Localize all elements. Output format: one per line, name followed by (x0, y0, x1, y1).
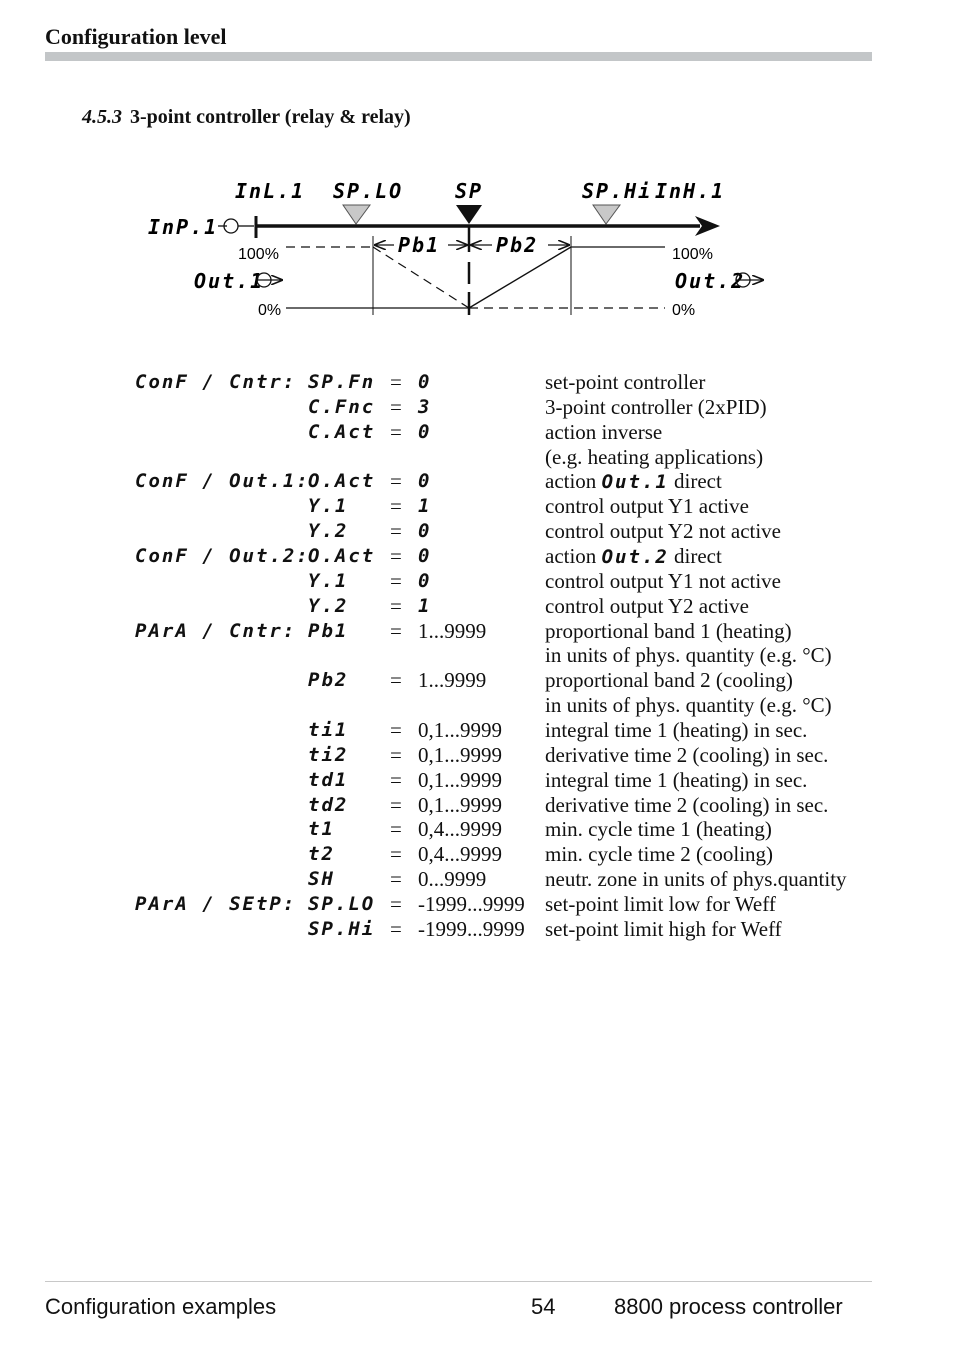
row-value: 1 (418, 595, 432, 617)
row-equals: = (390, 768, 402, 792)
row-equals: = (390, 743, 402, 767)
row-param: SP.Fn (308, 371, 376, 393)
row-description: min. cycle time 2 (cooling) (545, 842, 774, 866)
row-description: (e.g. heating applications) (545, 445, 764, 469)
row-description (545, 469, 722, 495)
row-value: 0,4...9999 (418, 817, 502, 841)
row-param: Y.2 (308, 520, 349, 542)
row-description: proportional band 1 (heating) (545, 619, 792, 643)
row-param: Y.2 (308, 595, 349, 617)
section-number: 4.5.3 (82, 106, 122, 128)
row-param: O.Act (308, 470, 376, 492)
row-param: Pb2 (308, 669, 349, 691)
row-param: Y.1 (308, 495, 349, 517)
row-param: SH (308, 868, 335, 890)
row-value: 0 (418, 520, 432, 542)
page-header-title: Configuration level (45, 24, 227, 49)
row-description-code: Out.1 (601, 471, 669, 493)
inh1-label: InH.1 (655, 179, 726, 203)
row-equals: = (390, 817, 402, 841)
row-param: td1 (308, 769, 349, 791)
row-description: set-point controller (545, 370, 706, 394)
row-path: ConF / Out.1: (135, 470, 310, 492)
row-description: control output Y1 not active (545, 569, 782, 593)
row-equals: = (390, 793, 402, 817)
row-equals: = (390, 619, 402, 643)
row-equals: = (390, 718, 402, 742)
row-description: in units of phys. quantity (e.g. °C) (545, 643, 832, 667)
footer-right: 8800 process controller (614, 1294, 843, 1319)
row-description: 3-point controller (2xPID) (545, 395, 767, 419)
row-equals: = (390, 370, 402, 394)
row-equals: = (390, 867, 402, 891)
row-param: td2 (308, 794, 349, 816)
row-equals: = (390, 494, 402, 518)
row-description: derivative time 2 (cooling) in sec. (545, 793, 829, 817)
row-param: O.Act (308, 545, 376, 567)
row-description-code: Out.2 (601, 546, 669, 568)
row-param: C.Fnc (308, 396, 376, 418)
sp-label: SP (455, 179, 484, 203)
row-path: ConF / Out.2: (135, 545, 310, 567)
row-description: set-point limit high for Weff (545, 917, 782, 941)
row-equals: = (390, 420, 402, 444)
row-param: t2 (308, 843, 335, 865)
row-value: 0,1...9999 (418, 743, 502, 767)
row-param: ti1 (308, 719, 349, 741)
footer-rule (45, 1281, 872, 1282)
row-equals: = (390, 519, 402, 543)
row-value: 1 (418, 495, 432, 517)
row-param: t1 (308, 818, 335, 840)
section-heading (82, 106, 411, 129)
row-param: SP.Hi (308, 918, 376, 940)
row-param: SP.LO (308, 893, 376, 915)
row-value: 1...9999 (418, 619, 487, 643)
row-equals: = (390, 469, 402, 493)
row-description (545, 544, 722, 570)
pb1-label: Pb1 (398, 233, 441, 257)
row-description-post: direct (674, 544, 722, 568)
row-equals: = (390, 917, 402, 941)
row-value: 0 (418, 570, 432, 592)
inp1-label: InP.1 (148, 215, 219, 239)
row-value: 0 (418, 421, 432, 443)
row-equals: = (390, 594, 402, 618)
row-description-pre: action (545, 544, 597, 568)
row-param: Pb1 (308, 620, 349, 642)
row-description-post: direct (674, 469, 722, 493)
row-param: C.Act (308, 421, 376, 443)
section-title: 3-point controller (relay & relay) (130, 106, 411, 128)
row-equals: = (390, 544, 402, 568)
row-value: 0,1...9999 (418, 793, 502, 817)
splo-marker-icon (343, 205, 370, 224)
footer-left: Configuration examples (45, 1294, 277, 1319)
out2-label: Out.2 (675, 269, 746, 293)
row-equals: = (390, 395, 402, 419)
row-description: control output Y1 active (545, 494, 749, 518)
out1-label: Out.1 (194, 269, 265, 293)
row-description: derivative time 2 (cooling) in sec. (545, 743, 829, 767)
row-param: Y.1 (308, 570, 349, 592)
inl1-label: InL.1 (235, 179, 306, 203)
pct100-right: 100% (672, 246, 713, 263)
header-bar (45, 52, 872, 61)
pct100-left: 100% (238, 246, 279, 263)
row-description: integral time 1 (heating) in sec. (545, 768, 808, 792)
row-value: 0 (418, 470, 432, 492)
row-value: 1...9999 (418, 668, 487, 692)
row-description-pre: action (545, 469, 597, 493)
row-description: neutr. zone in units of phys.quantity (545, 867, 847, 891)
row-description: control output Y2 active (545, 594, 749, 618)
pct0-left: 0% (258, 302, 282, 319)
row-value: 0...9999 (418, 867, 487, 891)
sp-marker-icon (456, 205, 482, 224)
pb2-label: Pb2 (496, 233, 539, 257)
row-value: -1999...9999 (418, 892, 525, 916)
row-value: 0,1...9999 (418, 768, 502, 792)
row-description: proportional band 2 (cooling) (545, 668, 793, 692)
row-value: 3 (418, 396, 432, 418)
row-description: in units of phys. quantity (e.g. °C) (545, 693, 832, 717)
row-description: integral time 1 (heating) in sec. (545, 718, 808, 742)
pct0-right: 0% (672, 302, 696, 319)
row-value: 0,1...9999 (418, 718, 502, 742)
row-path: PArA / SEtP: (135, 893, 297, 915)
row-param: ti2 (308, 744, 349, 766)
row-value: 0 (418, 371, 432, 393)
row-description: control output Y2 not active (545, 519, 782, 543)
row-value: 0,4...9999 (418, 842, 502, 866)
row-description: action inverse (545, 420, 663, 444)
row-path: ConF / Cntr: (135, 371, 297, 393)
row-equals: = (390, 668, 402, 692)
sphi-label: SP.Hi (582, 179, 653, 203)
row-equals: = (390, 842, 402, 866)
splo-label: SP.LO (333, 179, 404, 203)
row-equals: = (390, 569, 402, 593)
row-description: min. cycle time 1 (heating) (545, 817, 772, 841)
row-description: set-point limit low for Weff (545, 892, 776, 916)
footer-page-number: 54 (531, 1294, 556, 1319)
row-path: PArA / Cntr: (135, 620, 297, 642)
sphi-marker-icon (593, 205, 620, 224)
row-equals: = (390, 892, 402, 916)
row-value: -1999...9999 (418, 917, 525, 941)
controller-diagram (0, 160, 954, 330)
row-value: 0 (418, 545, 432, 567)
